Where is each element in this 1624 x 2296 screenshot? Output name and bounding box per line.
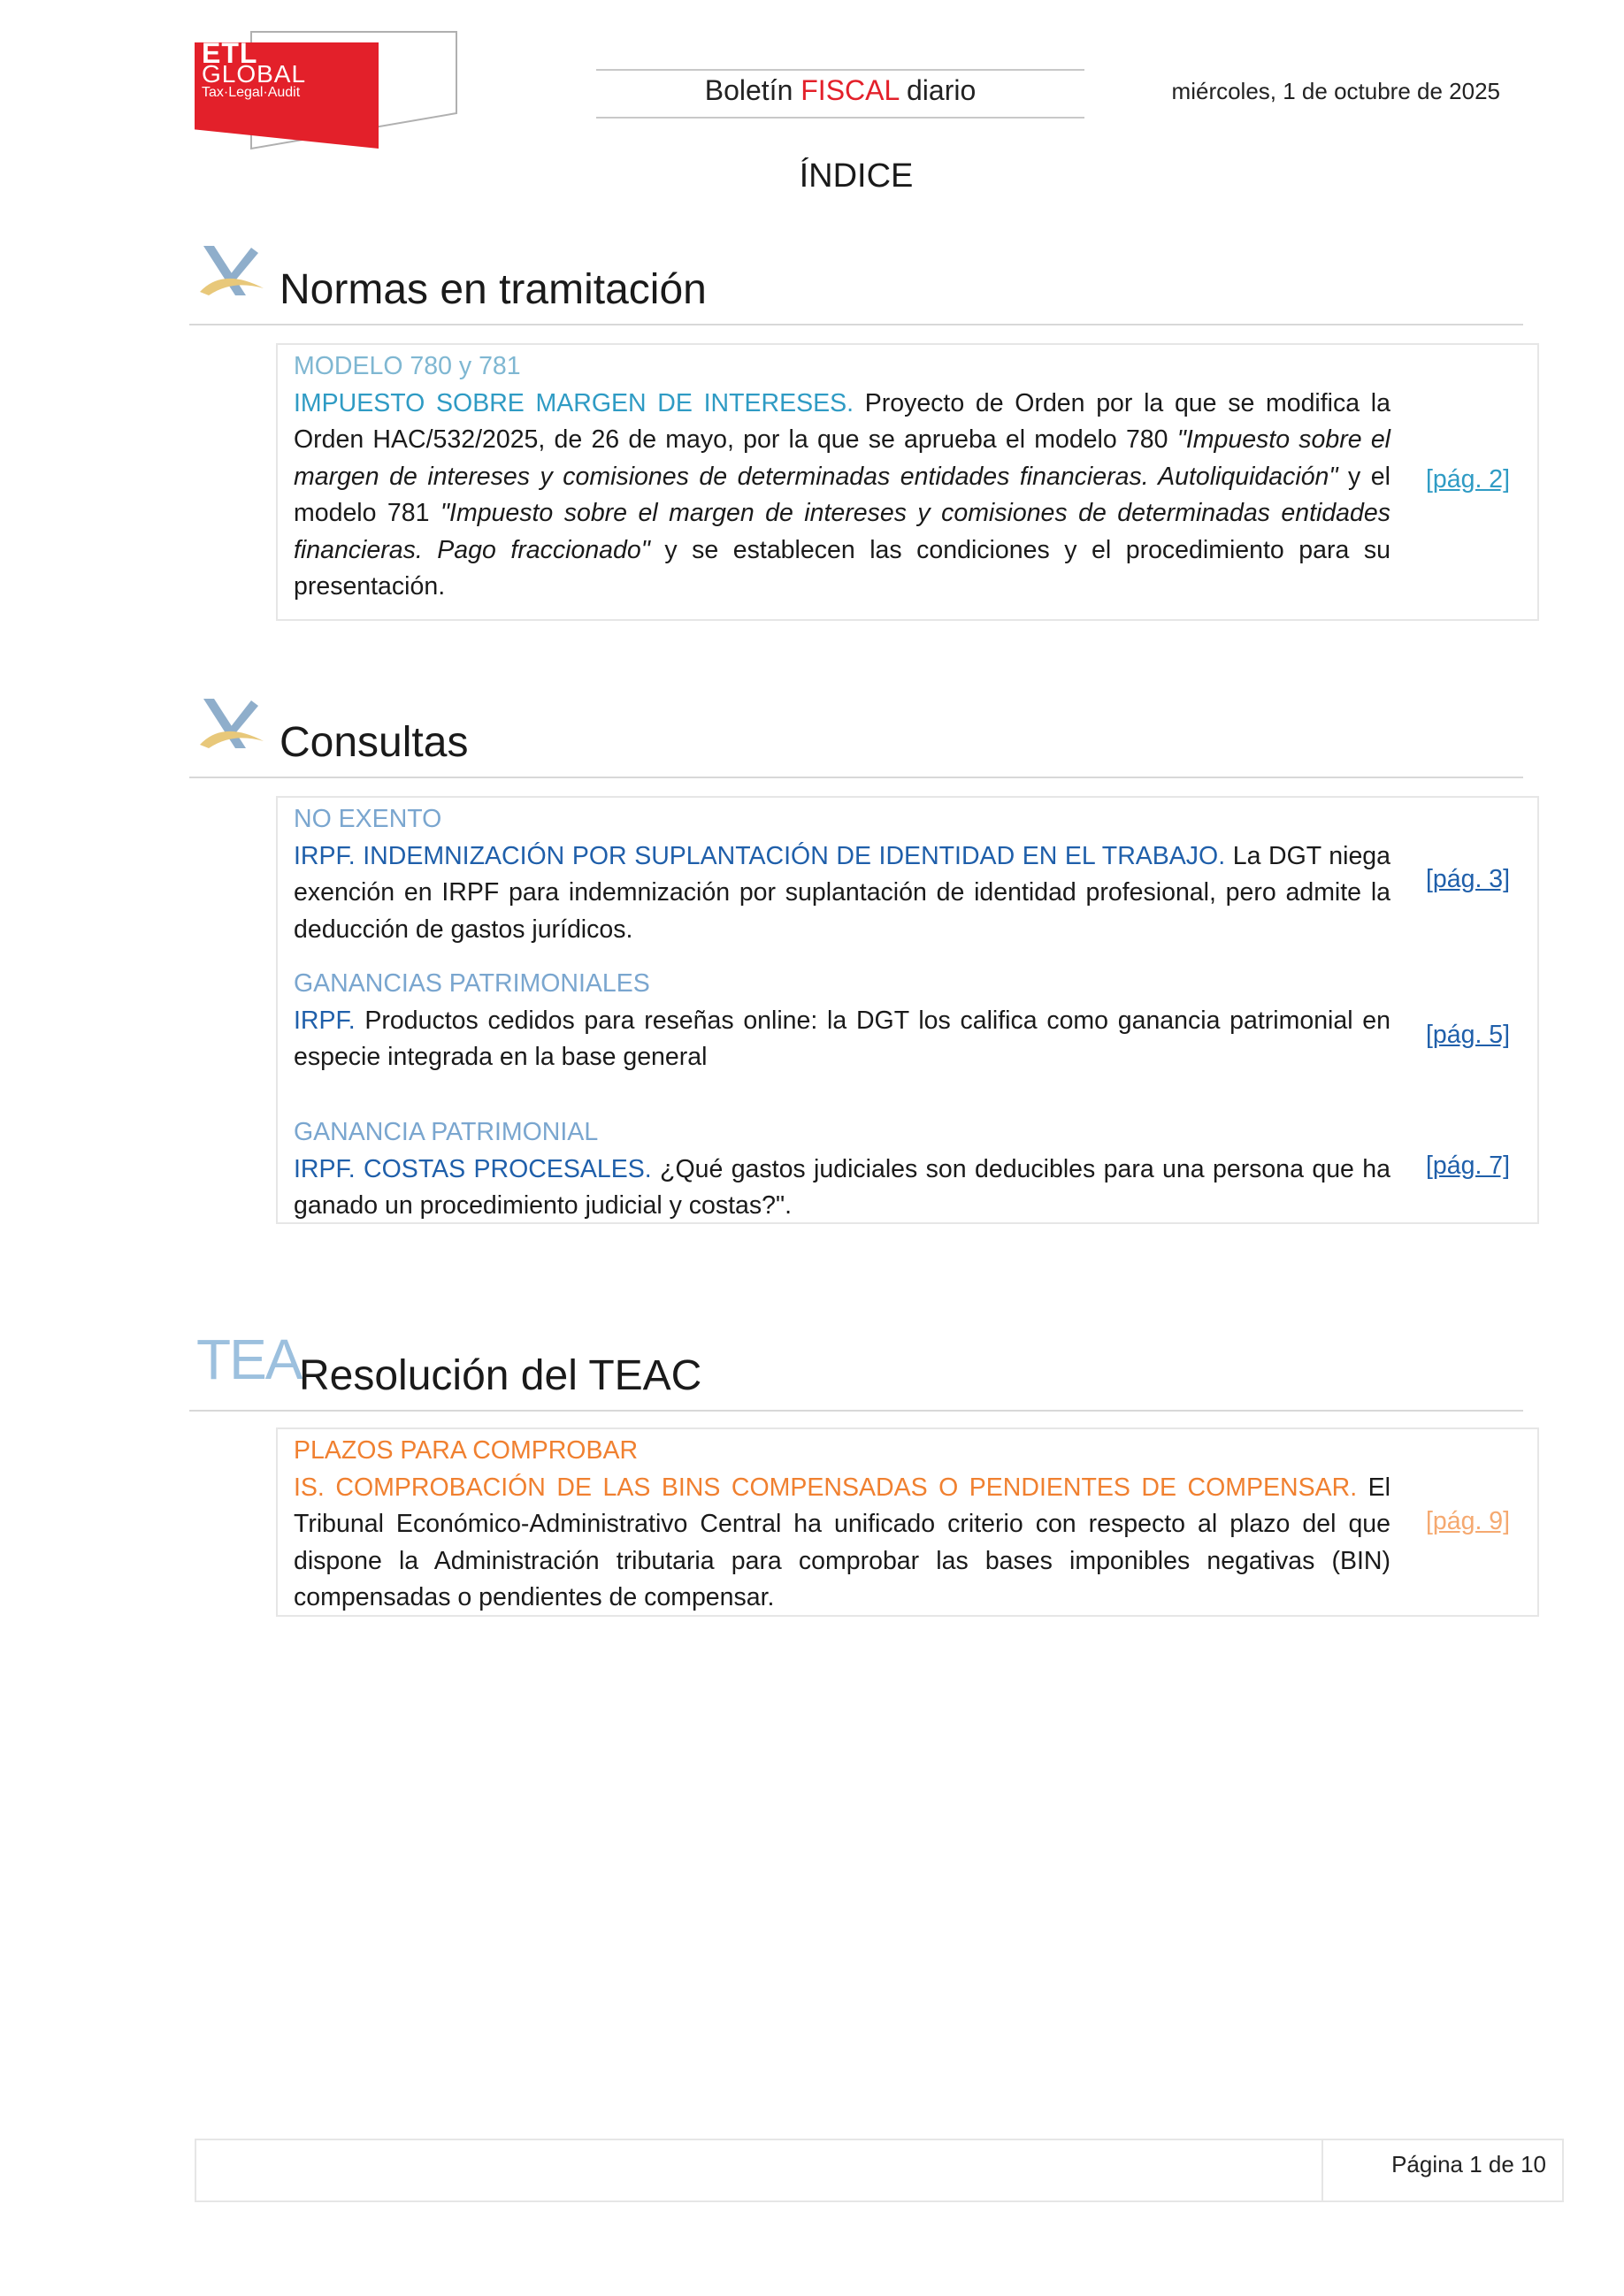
list-item <box>294 1114 1390 1225</box>
list-item <box>294 801 1390 948</box>
header-top-rule <box>596 69 1084 71</box>
item-body: El Tribunal Económico-Administrativo Central ha unificado criterio con respecto al plazo del que dispone la Administración tributaria para comprobar las bases imponibles negativas (BIN) compensadas o pendientes de compensar. <box>294 1473 1390 1611</box>
bulletin-title-prefix: Boletín <box>704 74 801 106</box>
section-rule-teac <box>189 1410 1523 1412</box>
page-link[interactable]: [pág. 9] <box>1426 1507 1511 1535</box>
bulletin-title-suffix: diario <box>899 74 977 106</box>
aeat-logo-icon <box>196 693 267 757</box>
item-category: GANANCIAS PATRIMONIALES <box>294 969 650 998</box>
item-body: Proyecto de Orden por la que se modifica la Orden HAC/532/2025, de 26 de mayo, por la que se aprueba el modelo 780 <box>294 388 1390 454</box>
item-body-italic: "Impuesto sobre el margen de intereses y comisiones de determinadas entidades financieras. Pago fraccionado" <box>294 499 1390 564</box>
item-category: MODELO 780 y 781 <box>294 352 521 380</box>
section-rule-normas <box>189 324 1523 325</box>
item-body: ¿Qué gastos judiciales son deducibles para una persona que ha ganado un procedimiento judicial y costas?". <box>294 1154 1390 1220</box>
item-category: PLAZOS PARA COMPROBAR <box>294 1436 639 1465</box>
list-item <box>294 348 1390 606</box>
section-title-normas: Normas en tramitación <box>280 266 707 313</box>
normas-box <box>276 343 1539 621</box>
page-link[interactable]: [pág. 5] <box>1426 1021 1511 1049</box>
item-body: y el modelo 781 <box>294 462 1390 527</box>
tea-logo-icon: TEA <box>196 1328 302 1391</box>
aeat-logo-icon <box>196 241 267 304</box>
page-link[interactable]: [pág. 7] <box>1426 1152 1511 1180</box>
bulletin-date: miércoles, 1 de octubre de 2025 <box>1171 78 1500 104</box>
item-body-italic: "Impuesto sobre el margen de intereses y comisiones de determinadas entidades financieras. Autoliquidación" <box>294 425 1390 491</box>
list-item <box>294 1433 1390 1617</box>
page-link[interactable]: [pág. 3] <box>1426 865 1511 893</box>
item-headline: IMPUESTO SOBRE MARGEN DE INTERESES. <box>294 388 854 417</box>
section-title-teac: Resolución del TEAC <box>299 1352 702 1399</box>
item-headline: IS. COMPROBACIÓN DE LAS BINS COMPENSADAS O PENDIENTES DE COMPENSAR. <box>294 1473 1358 1502</box>
page-link[interactable]: [pág. 2] <box>1426 465 1511 494</box>
bulletin-title-accent: FISCAL <box>801 74 900 106</box>
section-title-consultas: Consultas <box>280 719 469 766</box>
logo-etl-text: ETL <box>202 37 258 69</box>
item-category: GANANCIA PATRIMONIAL <box>294 1118 599 1146</box>
index-title: ÍNDICE <box>799 157 914 195</box>
item-headline: IRPF. <box>294 1006 356 1035</box>
bulletin-title <box>596 74 1084 107</box>
consultas-box <box>276 796 1539 1224</box>
item-body: Productos cedidos para reseñas online: la DGT los califica como ganancia patrimonial en especie integrada en la base general <box>294 1006 1390 1071</box>
item-headline: IRPF. COSTAS PROCESALES. <box>294 1154 652 1183</box>
list-item <box>294 966 1390 1076</box>
item-body: La DGT niega exención en IRPF para indemnización por suplantación de identidad profesional, pero admite la deducción de gastos jurídicos. <box>294 841 1390 944</box>
footer-separator <box>1321 2139 1323 2202</box>
header-bottom-rule <box>596 117 1084 119</box>
teac-box <box>276 1427 1539 1617</box>
page-number: Página 1 de 10 <box>1391 2151 1546 2177</box>
item-category: NO EXENTO <box>294 805 442 833</box>
item-headline: IRPF. INDEMNIZACIÓN POR SUPLANTACIÓN DE IDENTIDAD EN EL TRABAJO. <box>294 841 1226 870</box>
logo-global-text: GLOBAL <box>202 60 307 88</box>
logo-tagline: Tax·Legal·Audit <box>202 85 301 100</box>
section-rule-consultas <box>189 777 1523 778</box>
item-body: y se establecen las condiciones y el procedimiento para su presentación. <box>294 535 1390 601</box>
